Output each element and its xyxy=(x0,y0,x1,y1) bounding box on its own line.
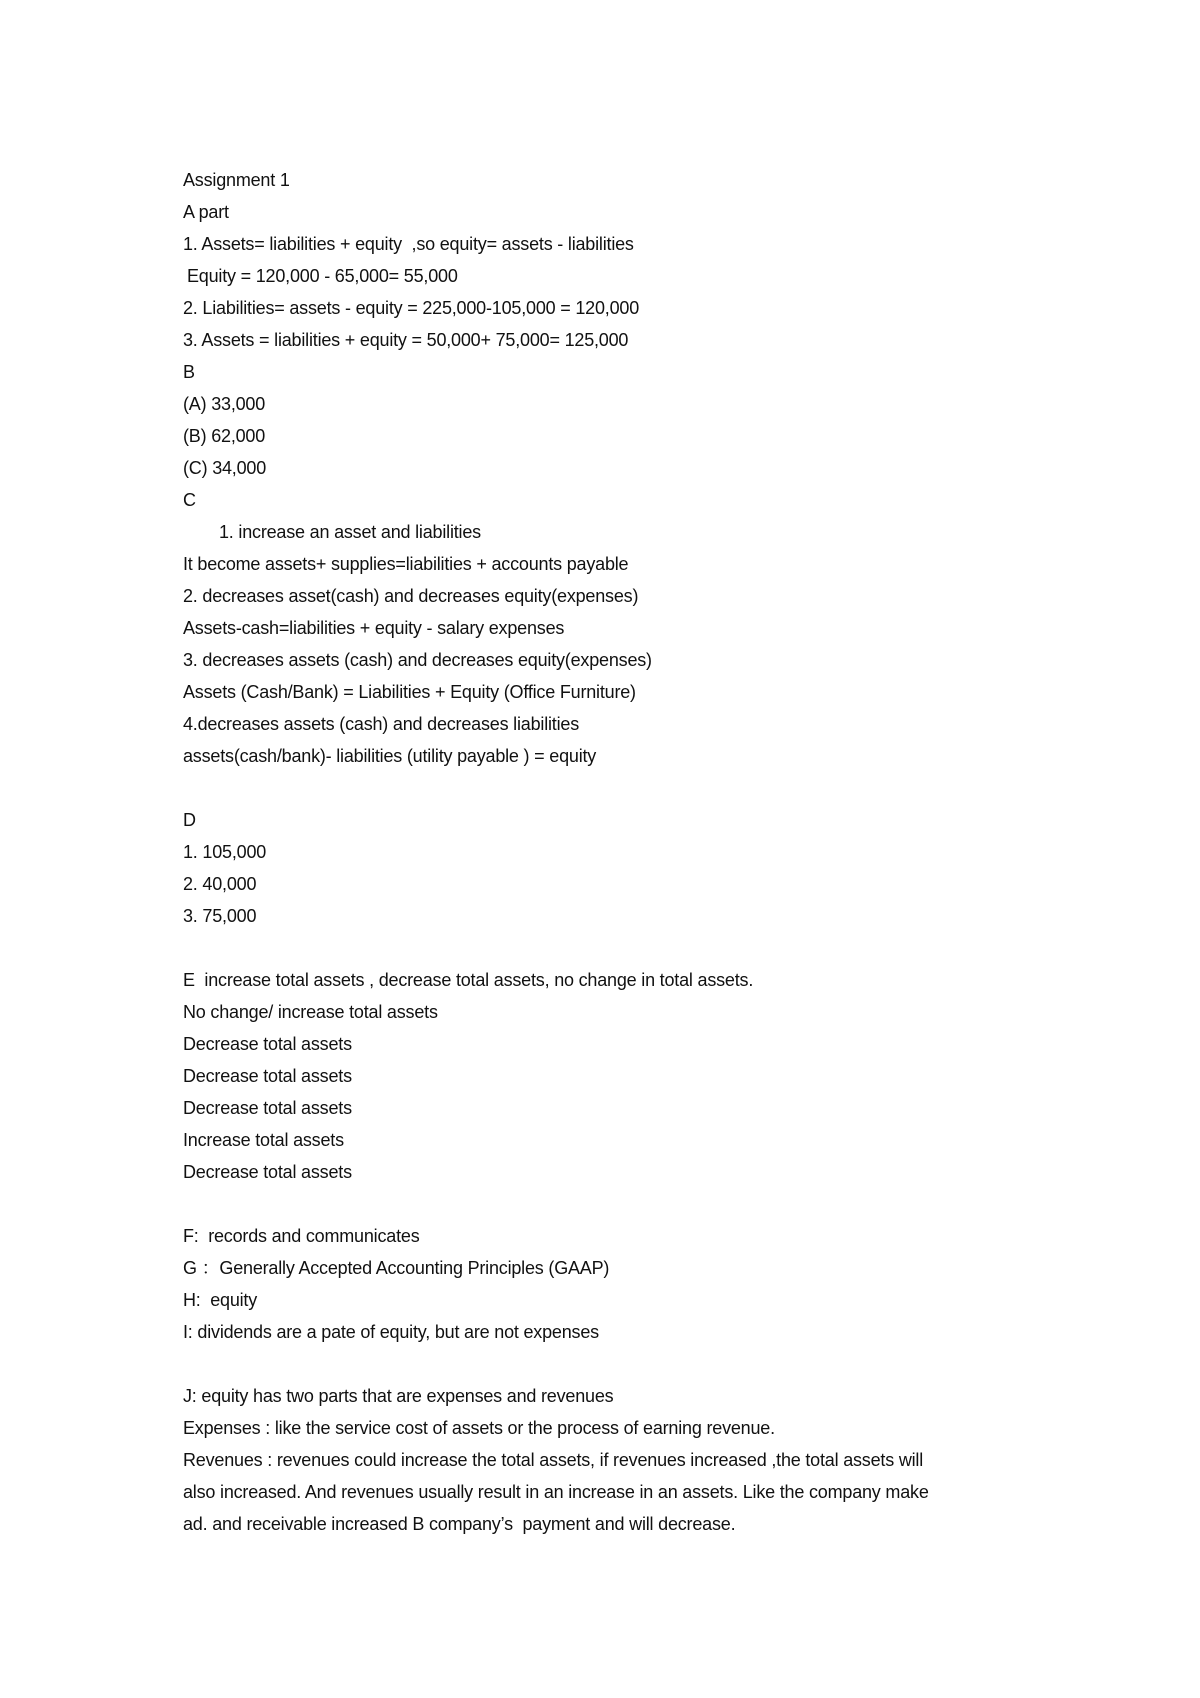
text-line: Decrease total assets xyxy=(183,1098,352,1118)
assignment-title: Assignment 1 xyxy=(183,170,290,190)
text-line: 1. 105,000 xyxy=(183,842,267,862)
section-heading-j: J: equity has two parts that are expenses and revenues xyxy=(183,1386,614,1406)
text-line: ad. and receivable increased B company’s payment and will decrease. xyxy=(183,1514,736,1534)
text-line: Revenues : revenues could increase the total assets, if revenues increased ,the total assets will xyxy=(183,1450,924,1470)
section-heading-c: C xyxy=(183,490,196,510)
text-line: Increase total assets xyxy=(183,1130,344,1150)
document-body xyxy=(183,164,1063,1540)
text-line: (C) 34,000 xyxy=(183,458,267,478)
section-heading-g: G ：Generally Accepted Accounting Principles (GAAP) xyxy=(183,1258,610,1278)
text-line: 3. decreases assets (cash) and decreases equity(expenses) xyxy=(183,650,652,670)
section-heading-e: E increase total assets , decrease total assets, no change in total assets. xyxy=(183,970,754,990)
text-line: Decrease total assets xyxy=(183,1162,352,1182)
list-item: 1. increase an asset and liabilities xyxy=(219,522,481,542)
section-heading-h: H: equity xyxy=(183,1290,258,1310)
text-line: It become assets+ supplies=liabilities + accounts payable xyxy=(183,554,629,574)
text-line: 2. decreases asset(cash) and decreases equity(expenses) xyxy=(183,586,639,606)
blank-line xyxy=(183,932,1063,964)
text-line: assets(cash/bank)- liabilities (utility payable ) = equity xyxy=(183,746,597,766)
text-line: Equity = 120,000 - 65,000= 55,000 xyxy=(187,266,458,286)
blank-line xyxy=(183,772,1063,804)
text-line: No change/ increase total assets xyxy=(183,1002,438,1022)
text-line: Decrease total assets xyxy=(183,1034,352,1054)
section-heading-a: A part xyxy=(183,202,229,222)
section-heading-i: I: dividends are a pate of equity, but are not expenses xyxy=(183,1322,599,1342)
section-heading-f: F: records and communicates xyxy=(183,1226,420,1246)
text-line: 2. Liabilities= assets - equity = 225,000-105,000 = 120,000 xyxy=(183,298,640,318)
text-line: Assets (Cash/Bank) = Liabilities + Equity (Office Furniture) xyxy=(183,682,636,702)
blank-line xyxy=(183,1188,1063,1220)
blank-line xyxy=(183,1348,1063,1380)
text-line: 2. 40,000 xyxy=(183,874,257,894)
text-line: 4.decreases assets (cash) and decreases liabilities xyxy=(183,714,580,734)
section-heading-d: D xyxy=(183,810,196,830)
text-line: Decrease total assets xyxy=(183,1066,352,1086)
text-line: 3. Assets = liabilities + equity = 50,000+ 75,000= 125,000 xyxy=(183,330,629,350)
section-heading-b: B xyxy=(183,362,195,382)
text-line: (A) 33,000 xyxy=(183,394,266,414)
text-line: 1. Assets= liabilities + equity ,so equity= assets - liabilities xyxy=(183,234,634,254)
text-line: Assets-cash=liabilities + equity - salary expenses xyxy=(183,618,565,638)
text-line: also increased. And revenues usually result in an increase in an assets. Like the company make xyxy=(183,1482,929,1502)
text-line: 3. 75,000 xyxy=(183,906,257,926)
text-line: (B) 62,000 xyxy=(183,426,266,446)
text-line: Expenses : like the service cost of assets or the process of earning revenue. xyxy=(183,1418,775,1438)
